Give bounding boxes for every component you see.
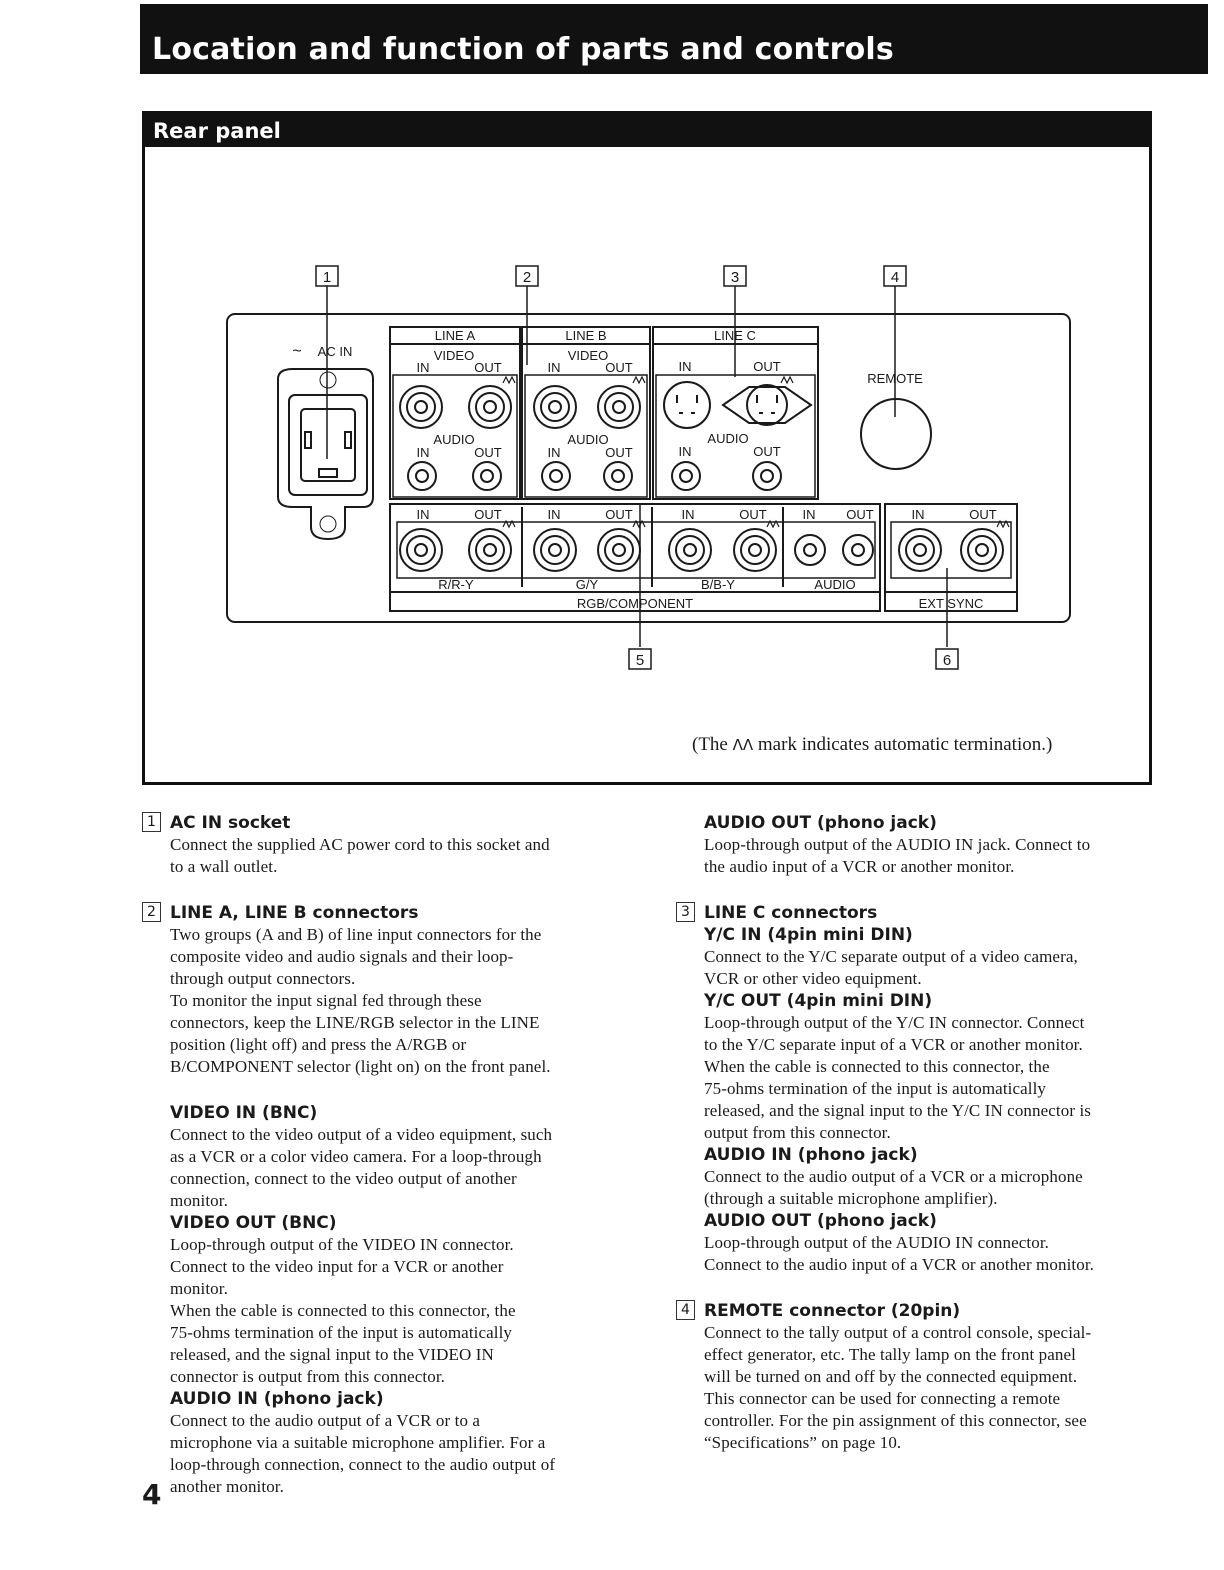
rgb-audio-in: IN bbox=[802, 507, 816, 522]
callout-3: 3 bbox=[730, 269, 740, 286]
termination-mark-icon: ΛΛ bbox=[732, 736, 754, 754]
line-b-audio-in-jack bbox=[542, 462, 570, 490]
callout-6: 6 bbox=[942, 652, 952, 669]
line-a-video-label: VIDEO bbox=[433, 348, 475, 363]
line-c-out: OUT bbox=[753, 359, 781, 374]
line-a-in: IN bbox=[416, 360, 430, 375]
gy-label: G/Y bbox=[575, 577, 599, 592]
line-a-video-out-bnc bbox=[469, 386, 511, 428]
line-a-audio-out-jack bbox=[473, 462, 501, 490]
rgb-component-label: RGB/COMPONENT bbox=[576, 596, 694, 611]
ext-sync-in: IN bbox=[911, 507, 925, 522]
ext-sync-label: EXT SYNC bbox=[918, 596, 984, 611]
termination-note: (The ΛΛ mark indicates automatic termination.) bbox=[692, 734, 1053, 755]
line-c-audio-out: OUT bbox=[753, 444, 781, 459]
line-ab-heading: LINE A, LINE B connectors bbox=[170, 903, 419, 923]
rgb-g-in: IN bbox=[547, 507, 561, 522]
line-a-out: OUT bbox=[474, 360, 502, 375]
video-in-heading: VIDEO IN (BNC) bbox=[170, 1103, 318, 1123]
video-out-heading: VIDEO OUT (BNC) bbox=[170, 1213, 337, 1233]
right-column: AUDIO OUT (phono jack) Loop-through output of the AUDIO IN jack. Connect to the audio input of a VCR or another monitor. 3 LINE C connectors Y/C IN (4pin mini DIN) Connect to the Y/C separate output of a video camera, VCR or other video equipment. Y/C OUT (4pin mini DIN) Loop-through output of the Y/C IN connector. Connect to the Y/C separate input of a VCR or another monitor. When the cable is connected to this connector, the 75-ohms termination of the input is automatically released, and the signal input to the Y/C IN connector is output from this connector. AUDIO IN (phono jack) Connect to the audio output of a VCR or a microphone (through a suitable microphone amplifier). AUDIO OUT (phono jack) Loop-through output of the AUDIO IN connector. Connect to the audio input of a VCR or another monitor. 4 REMOTE connector (20pin) Connect to the tally output of a control console, special- effect generator, etc. The tally lamp on the front panel will be turned on and off by the connected equipment. This connector can be used for connecting a remote controller. For the pin assignment of this connector, see “Specifications” on page 10. bbox=[676, 812, 1156, 1454]
item-number: 4 bbox=[676, 1300, 695, 1320]
yc-in-heading: Y/C IN (4pin mini DIN) bbox=[704, 925, 913, 945]
yc-out-mini-din bbox=[723, 385, 811, 425]
line-c-audio-out-jack bbox=[753, 462, 781, 490]
line-b-video-label: VIDEO bbox=[567, 348, 609, 363]
line-b-label: LINE B bbox=[565, 328, 607, 343]
line-b-in: IN bbox=[547, 360, 561, 375]
line-c-in: IN bbox=[678, 359, 692, 374]
page-number: 4 bbox=[142, 1478, 162, 1511]
line-c-audio-label: AUDIO bbox=[707, 431, 749, 446]
c-audio-out-heading: AUDIO OUT (phono jack) bbox=[704, 1211, 937, 1231]
line-a-audio-in: IN bbox=[416, 445, 430, 460]
callout-1: 1 bbox=[322, 269, 332, 286]
rgb-r-out: OUT bbox=[474, 507, 502, 522]
panel-outline bbox=[227, 314, 1070, 622]
line-c-heading: LINE C connectors bbox=[704, 903, 878, 923]
rear-panel-diagram bbox=[145, 147, 1149, 707]
line-b-video-out-bnc bbox=[598, 386, 640, 428]
ext-sync-out-bnc bbox=[961, 529, 1003, 571]
line-b-audio-label: AUDIO bbox=[567, 432, 609, 447]
yc-in-mini-din bbox=[664, 382, 710, 428]
line-a-audio-label: AUDIO bbox=[433, 432, 475, 447]
line-c-audio-in: IN bbox=[678, 444, 692, 459]
rgb-b-in: IN bbox=[681, 507, 695, 522]
line-a-video-in-bnc bbox=[400, 386, 442, 428]
left-column: 1 AC IN socket Connect the supplied AC power cord to this socket and to a wall outlet. 2 LINE A, LINE B connectors Two groups (A and B) of line input connectors for the composite video and audio signals and their loop- through output connectors. To monitor the input signal fed through these connectors, keep the LINE/RGB selector in the LINE position (light off) and press the A/RGB or B/COMPONENT selector (light on) on the front panel. VIDEO IN (BNC) Connect to the video output of a video equipment, such as a VCR or a color video camera. For a loop-through connection, connect to the video output of another monitor. VIDEO OUT (BNC) Loop-through output of the VIDEO IN connector. Connect to the video input for a VCR or another monitor. When the cable is connected to this connector, the 75-ohms termination of the input is automatically released, and the signal input to the VIDEO IN connector is output from this connector. AUDIO IN (phono jack) Connect to the audio output of a VCR or to a microphone via a suitable microphone amplifier. For a loop-through connection, connect to the audio output of another monitor. bbox=[142, 812, 622, 1498]
callout-2: 2 bbox=[522, 269, 532, 286]
audio-in-heading: AUDIO IN (phono jack) bbox=[170, 1389, 384, 1409]
line-c-label: LINE C bbox=[714, 328, 756, 343]
rgb-r-in-bnc bbox=[400, 529, 442, 571]
ac-in-heading: AC IN socket bbox=[170, 813, 291, 833]
c-audio-in-heading: AUDIO IN (phono jack) bbox=[704, 1145, 918, 1165]
rgb-g-out: OUT bbox=[605, 507, 633, 522]
line-a-audio-out: OUT bbox=[474, 445, 502, 460]
rgb-audio-out-jack bbox=[843, 535, 873, 565]
rgb-audio-label: AUDIO bbox=[814, 577, 856, 592]
item-number: 1 bbox=[142, 812, 161, 832]
remote-heading: REMOTE connector (20pin) bbox=[704, 1301, 961, 1321]
item-number: 3 bbox=[676, 902, 695, 922]
line-b-video-in-bnc bbox=[534, 386, 576, 428]
line-b-audio-out-jack bbox=[604, 462, 632, 490]
yc-out-heading: Y/C OUT (4pin mini DIN) bbox=[704, 991, 933, 1011]
callout-5: 5 bbox=[635, 652, 645, 669]
line-a-label: LINE A bbox=[434, 328, 476, 343]
rgb-b-out-bnc bbox=[734, 529, 776, 571]
by-label: B/B-Y bbox=[701, 577, 735, 592]
line-b-audio-in: IN bbox=[547, 445, 561, 460]
line-b-out: OUT bbox=[605, 360, 633, 375]
ext-sync-out: OUT bbox=[969, 507, 997, 522]
ry-label: R/R-Y bbox=[438, 577, 474, 592]
item-number: 2 bbox=[142, 902, 161, 922]
rgb-g-in-bnc bbox=[534, 529, 576, 571]
callout-4: 4 bbox=[890, 269, 900, 286]
page-title: Location and function of parts and controls bbox=[152, 32, 894, 67]
rgb-b-in-bnc bbox=[669, 529, 711, 571]
ext-sync-in-bnc bbox=[899, 529, 941, 571]
section-title: Rear panel bbox=[153, 119, 281, 143]
remote-connector bbox=[861, 399, 931, 469]
rgb-b-out: OUT bbox=[739, 507, 767, 522]
ac-symbol: ~ bbox=[292, 343, 302, 360]
audio-out-heading: AUDIO OUT (phono jack) bbox=[704, 813, 937, 833]
line-a-audio-in-jack bbox=[408, 462, 436, 490]
line-c-audio-in-jack bbox=[672, 462, 700, 490]
line-b-audio-out: OUT bbox=[605, 445, 633, 460]
remote-label: REMOTE bbox=[867, 371, 923, 386]
rgb-audio-in-jack bbox=[795, 535, 825, 565]
rgb-r-in: IN bbox=[416, 507, 430, 522]
rgb-g-out-bnc bbox=[598, 529, 640, 571]
ac-in-label: AC IN bbox=[317, 344, 353, 359]
rgb-r-out-bnc bbox=[469, 529, 511, 571]
section-header bbox=[145, 114, 1149, 147]
page-title-bar bbox=[140, 4, 1208, 74]
rgb-audio-out: OUT bbox=[846, 507, 874, 522]
